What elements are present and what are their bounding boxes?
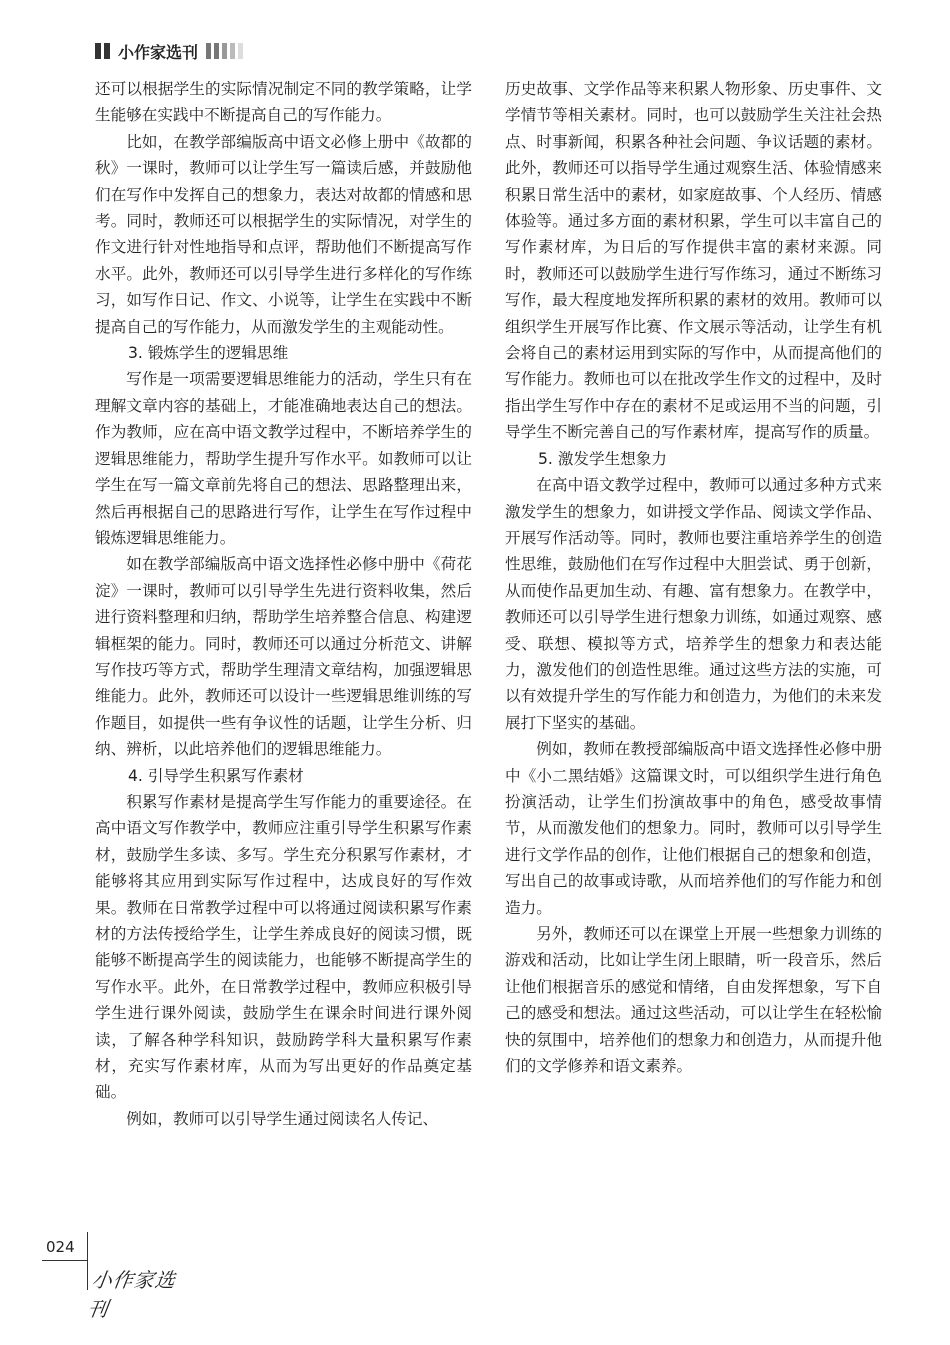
header-bars-right: [206, 43, 243, 59]
paragraph: 历史故事、文学作品等来积累人物形象、历史事件、文学情节等相关素材。同时，也可以鼓励学生关注社会热点、时事新闻，积累各种社会问题、争议话题的素材。此外，教师还可以指导学生通过观察生活、体验情感来积累日常生活中的素材，如家庭故事、个人经历、情感体验等。通过多方面的素材积累，学生可以丰富自己的写作素材库，为日后的写作提供丰富的素材来源。同时，教师还可以鼓励学生进行写作练习，通过不断练习写作，最大程度地发挥所积累的素材的效用。教师可以组织学生开展写作比赛、作文展示等活动，让学生有机会将自己的素材运用到实际的写作中，从而提高他们的写作能力。教师也可以在批改学生作文的过程中，及时指出学生写作中存在的素材不足或运用不当的问题，引导学生不断完善自己的写作素材库，提高写作的质量。: [505, 80, 882, 442]
paragraph: 如在教学部编版高中语文选择性必修中册中《荷花淀》一课时，教师可以引导学生先进行资料收集，然后进行资料整理和归纳，帮助学生培养整合信息、构建逻辑框架的能力。同时，教师还可以通过分析范文、讲解写作技巧等方式，帮助学生理清文章结构，加强逻辑思维能力。此外，教师还可以设计一些逻辑思维训练的写作题目，如提供一些有争议性的话题，让学生分析、归纳、辨析，以此培养他们的逻辑思维能力。: [95, 555, 472, 759]
page-number: 024: [46, 1238, 75, 1256]
paragraph: 比如，在教学部编版高中语文必修上册中《故都的秋》一课时，教师可以让学生写一篇读后感，并鼓励他们在写作中发挥自己的想象力，表达对故都的情感和思考。同时，教师还可以根据学生的实际情况，对学生的作文进行针对性地指导和点评，帮助他们不断提高写作水平。此外，教师还可以引导学生进行多样化的写作练习，如写作日记、作文、小说等，让学生在实践中不断提高自己的写作能力，从而激发学生的主观能动性。: [95, 132, 472, 336]
header-bars-left: [95, 43, 110, 59]
page-footer: [42, 1226, 192, 1321]
section-heading-3: 3. 锻炼学生的逻辑思维: [128, 344, 289, 363]
right-column: [505, 76, 882, 1079]
paragraph: 例如，教师在教授部编版高中语文选择性必修中册中《小二黑结婚》这篇课文时，可以组织学生进行角色扮演活动，让学生们扮演故事中的角色，感受故事情节，从而激发他们的想象力。同时，教师可以引导学生进行文学作品的创作，让他们根据自己的想象和创造，写出自己的故事或诗歌，从而培养他们的写作能力和创造力。: [505, 740, 882, 917]
paragraph: 另外，教师还可以在课堂上开展一些想象力训练的游戏和活动，比如让学生闭上眼睛，听一段音乐，然后让他们根据音乐的感觉和情绪，自由发挥想象，写下自己的感受和想法。通过这些活动，可以让学生在轻松愉快的氛围中，培养他们的想象力和创造力，从而提升他们的文学修养和语文素养。: [505, 925, 882, 1076]
paragraph: 写作是一项需要逻辑思维能力的活动，学生只有在理解文章内容的基础上，才能准确地表达自己的想法。作为教师，应在高中语文教学过程中，不断培养学生的逻辑思维能力，帮助学生提升写作水平。如教师可以让学生在写一篇文章前先将自己的想法、思路整理出来，然后再根据自己的思路进行写作，让学生在写作过程中锻炼逻辑思维能力。: [95, 370, 472, 547]
journal-title: 小作家选刊: [118, 42, 199, 62]
journal-logo: 小作家选刊: [86, 1268, 178, 1321]
left-column: [95, 76, 472, 1132]
page-header: [95, 40, 243, 62]
footer-divider-horizontal: [42, 1260, 88, 1261]
paragraph: 还可以根据学生的实际情况制定不同的教学策略，让学生能够在实践中不断提高自己的写作能力。: [95, 80, 472, 125]
footer-divider-vertical: [87, 1232, 88, 1290]
section-heading-5: 5. 激发学生想象力: [538, 449, 667, 468]
paragraph: 在高中语文教学过程中，教师可以通过多种方式来激发学生的想象力，如讲授文学作品、阅读文学作品、开展写作活动等。同时，教师也要注重培养学生的创造性思维，鼓励他们在写作过程中大胆尝试、勇于创新，从而使作品更加生动、有趣、富有想象力。在教学中，教师还可以引导学生进行想象力训练，如通过观察、感受、联想、模拟等方式，培养学生的想象力和表达能力，激发他们的创造性思维。通过这些方法的实施，可以有效提升学生的写作能力和创造力，为他们的未来发展打下坚实的基础。: [505, 476, 882, 732]
section-heading-4: 4. 引导学生积累写作素材: [128, 766, 304, 785]
paragraph: 积累写作素材是提高学生写作能力的重要途径。在高中语文写作教学中，教师应注重引导学生积累写作素材，鼓励学生多读、多写。学生充分积累写作素材，才能够将其应用到实际写作过程中，达成良好的写作效果。教师在日常教学过程中可以将通过阅读积累写作素材的方法传授给学生，让学生养成良好的阅读习惯，既能够不断提高学生的阅读能力，也能够不断提高学生的写作水平。此外，在日常教学过程中，教师应积极引导学生进行课外阅读，鼓励学生在课余时间进行课外阅读，了解各种学科知识，鼓励跨学科大量积累写作素材，充实写作素材库，从而为写出更好的作品奠定基础。: [95, 792, 472, 1102]
paragraph: 例如，教师可以引导学生通过阅读名人传记、: [126, 1109, 439, 1128]
